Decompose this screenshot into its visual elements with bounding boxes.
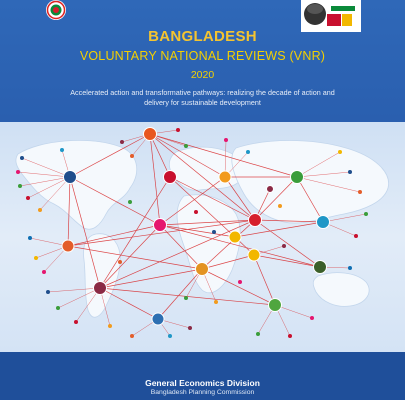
hub-node	[164, 171, 177, 184]
footer-commission: Bangladesh Planning Commission	[150, 389, 255, 396]
hub-node	[64, 171, 77, 184]
report-subtitle: Accelerated action and transformative pathways: realizing the decade of action and delivery for sustainable development	[70, 88, 335, 107]
hub-node	[314, 261, 327, 274]
hub-node	[152, 313, 164, 325]
hub-node	[291, 171, 304, 184]
hub-node	[269, 299, 282, 312]
hub-node	[154, 219, 167, 232]
hub-node	[229, 231, 241, 243]
hub-node	[248, 249, 260, 261]
report-title: VOLUNTARY NATIONAL REVIEWS (VNR)	[79, 49, 326, 63]
hub-node	[219, 171, 231, 183]
world-map-network	[0, 122, 405, 352]
footer-division: General Economics Division	[145, 378, 260, 388]
country-title: BANGLADESH	[148, 28, 257, 45]
sdg-network-map	[0, 122, 405, 352]
world-landmasses	[16, 140, 389, 317]
report-year: 2020	[190, 69, 215, 81]
hub-node	[317, 216, 330, 229]
hub-node	[249, 214, 262, 227]
hub-node	[144, 128, 157, 141]
hub-node	[196, 263, 209, 276]
hub-node	[62, 240, 74, 252]
hub-node	[267, 186, 274, 193]
government-seal-icon	[44, 0, 68, 22]
hub-node	[94, 282, 107, 295]
